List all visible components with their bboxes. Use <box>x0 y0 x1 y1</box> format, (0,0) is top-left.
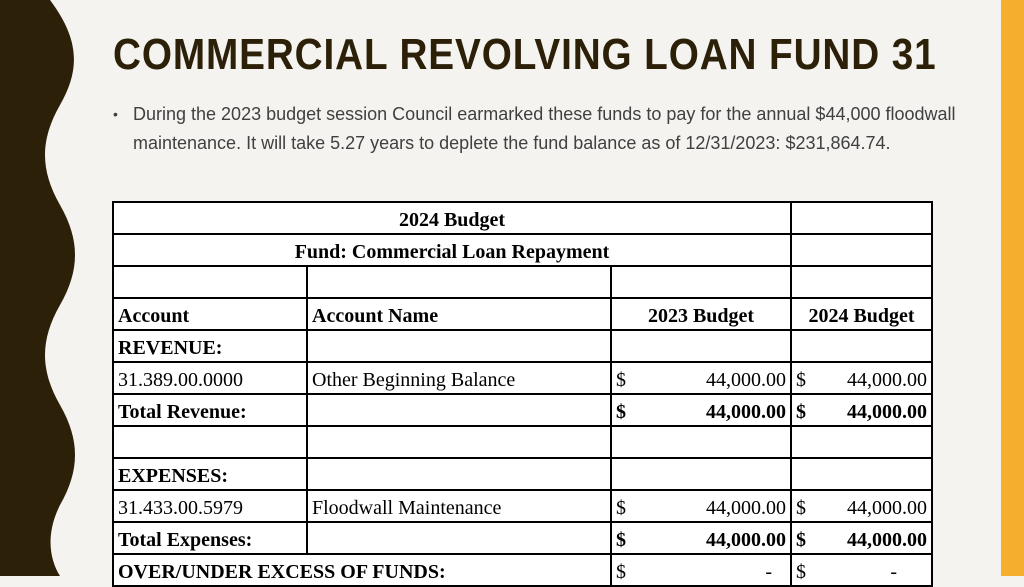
amount: 44,000.00 <box>706 529 787 551</box>
over-under-2024 <box>791 554 932 586</box>
total-expenses-2023 <box>611 522 791 554</box>
bullet-point <box>113 100 963 158</box>
bullet-dot-icon: • <box>113 106 118 122</box>
table-cell <box>791 266 932 298</box>
amount: 44,000.00 <box>847 401 928 423</box>
table-cell <box>611 426 791 458</box>
currency-symbol: $ <box>796 369 807 391</box>
currency-symbol: $ <box>616 369 626 391</box>
table-cell <box>307 426 611 458</box>
table-cell <box>611 330 791 362</box>
table-subtitle: Fund: Commercial Loan Repayment <box>113 234 791 266</box>
currency-symbol: $ <box>796 401 807 423</box>
table-row <box>113 522 932 554</box>
over-under-label: OVER/UNDER EXCESS OF FUNDS: <box>113 554 611 586</box>
wavy-left-band <box>0 0 80 576</box>
expenses-label: EXPENSES: <box>113 458 307 490</box>
table-cell <box>791 202 932 234</box>
table-cell <box>791 330 932 362</box>
currency-symbol: $ <box>616 561 626 583</box>
header-2024-budget: 2024 Budget <box>791 298 932 330</box>
revenue-account: 31.389.00.0000 <box>113 362 307 394</box>
header-account: Account <box>113 298 307 330</box>
table-cell <box>307 266 611 298</box>
currency-symbol: $ <box>796 529 807 551</box>
currency-symbol: $ <box>796 497 807 519</box>
header-2023-budget: 2023 Budget <box>611 298 791 330</box>
amount: 44,000.00 <box>847 529 928 551</box>
amount: 44,000.00 <box>706 369 787 391</box>
table-row <box>113 202 932 234</box>
table-row <box>113 490 932 522</box>
table-row <box>113 234 932 266</box>
table-cell <box>113 266 307 298</box>
budget-table <box>112 201 933 587</box>
revenue-2024 <box>791 362 932 394</box>
table-cell <box>113 426 307 458</box>
table-row <box>113 426 932 458</box>
over-under-2023 <box>611 554 791 586</box>
amount: - <box>890 561 898 583</box>
total-expenses-2024 <box>791 522 932 554</box>
slide-title: COMMERCIAL REVOLVING LOAN FUND 31 <box>113 30 937 79</box>
table-cell <box>791 426 932 458</box>
amount: 44,000.00 <box>847 497 928 519</box>
currency-symbol: $ <box>616 401 626 423</box>
table-cell <box>307 458 611 490</box>
table-cell <box>791 234 932 266</box>
expense-2024 <box>791 490 932 522</box>
currency-symbol: $ <box>616 497 626 519</box>
table-cell <box>307 394 611 426</box>
table-title: 2024 Budget <box>113 202 791 234</box>
table-row <box>113 330 932 362</box>
bullet-text: During the 2023 budget session Council earmarked these funds to pay for the annual $44,000 floodwall maintenance. It will take 5.27 years to deplete the fund balance as of 12/31/2023: $231,864.74. <box>133 104 956 153</box>
table-row <box>113 458 932 490</box>
revenue-2023 <box>611 362 791 394</box>
revenue-label: REVENUE: <box>113 330 307 362</box>
total-revenue-2023 <box>611 394 791 426</box>
table-row <box>113 554 932 586</box>
table-row <box>113 266 932 298</box>
table-row <box>113 362 932 394</box>
expense-2023 <box>611 490 791 522</box>
table-cell <box>791 458 932 490</box>
total-revenue-2024 <box>791 394 932 426</box>
header-account-name: Account Name <box>307 298 611 330</box>
table-cell <box>307 522 611 554</box>
amount: 44,000.00 <box>706 497 787 519</box>
accent-bar <box>1001 0 1024 576</box>
table-row <box>113 394 932 426</box>
amount: - <box>765 561 773 583</box>
amount: 44,000.00 <box>847 369 928 391</box>
revenue-account-name: Other Beginning Balance <box>307 362 611 394</box>
total-revenue-label: Total Revenue: <box>113 394 307 426</box>
table-header-row <box>113 298 932 330</box>
amount: 44,000.00 <box>706 401 787 423</box>
currency-symbol: $ <box>616 529 626 551</box>
table-cell <box>611 266 791 298</box>
expense-account: 31.433.00.5979 <box>113 490 307 522</box>
expense-account-name: Floodwall Maintenance <box>307 490 611 522</box>
currency-symbol: $ <box>796 561 807 583</box>
total-expenses-label: Total Expenses: <box>113 522 307 554</box>
table-cell <box>611 458 791 490</box>
table-cell <box>307 330 611 362</box>
